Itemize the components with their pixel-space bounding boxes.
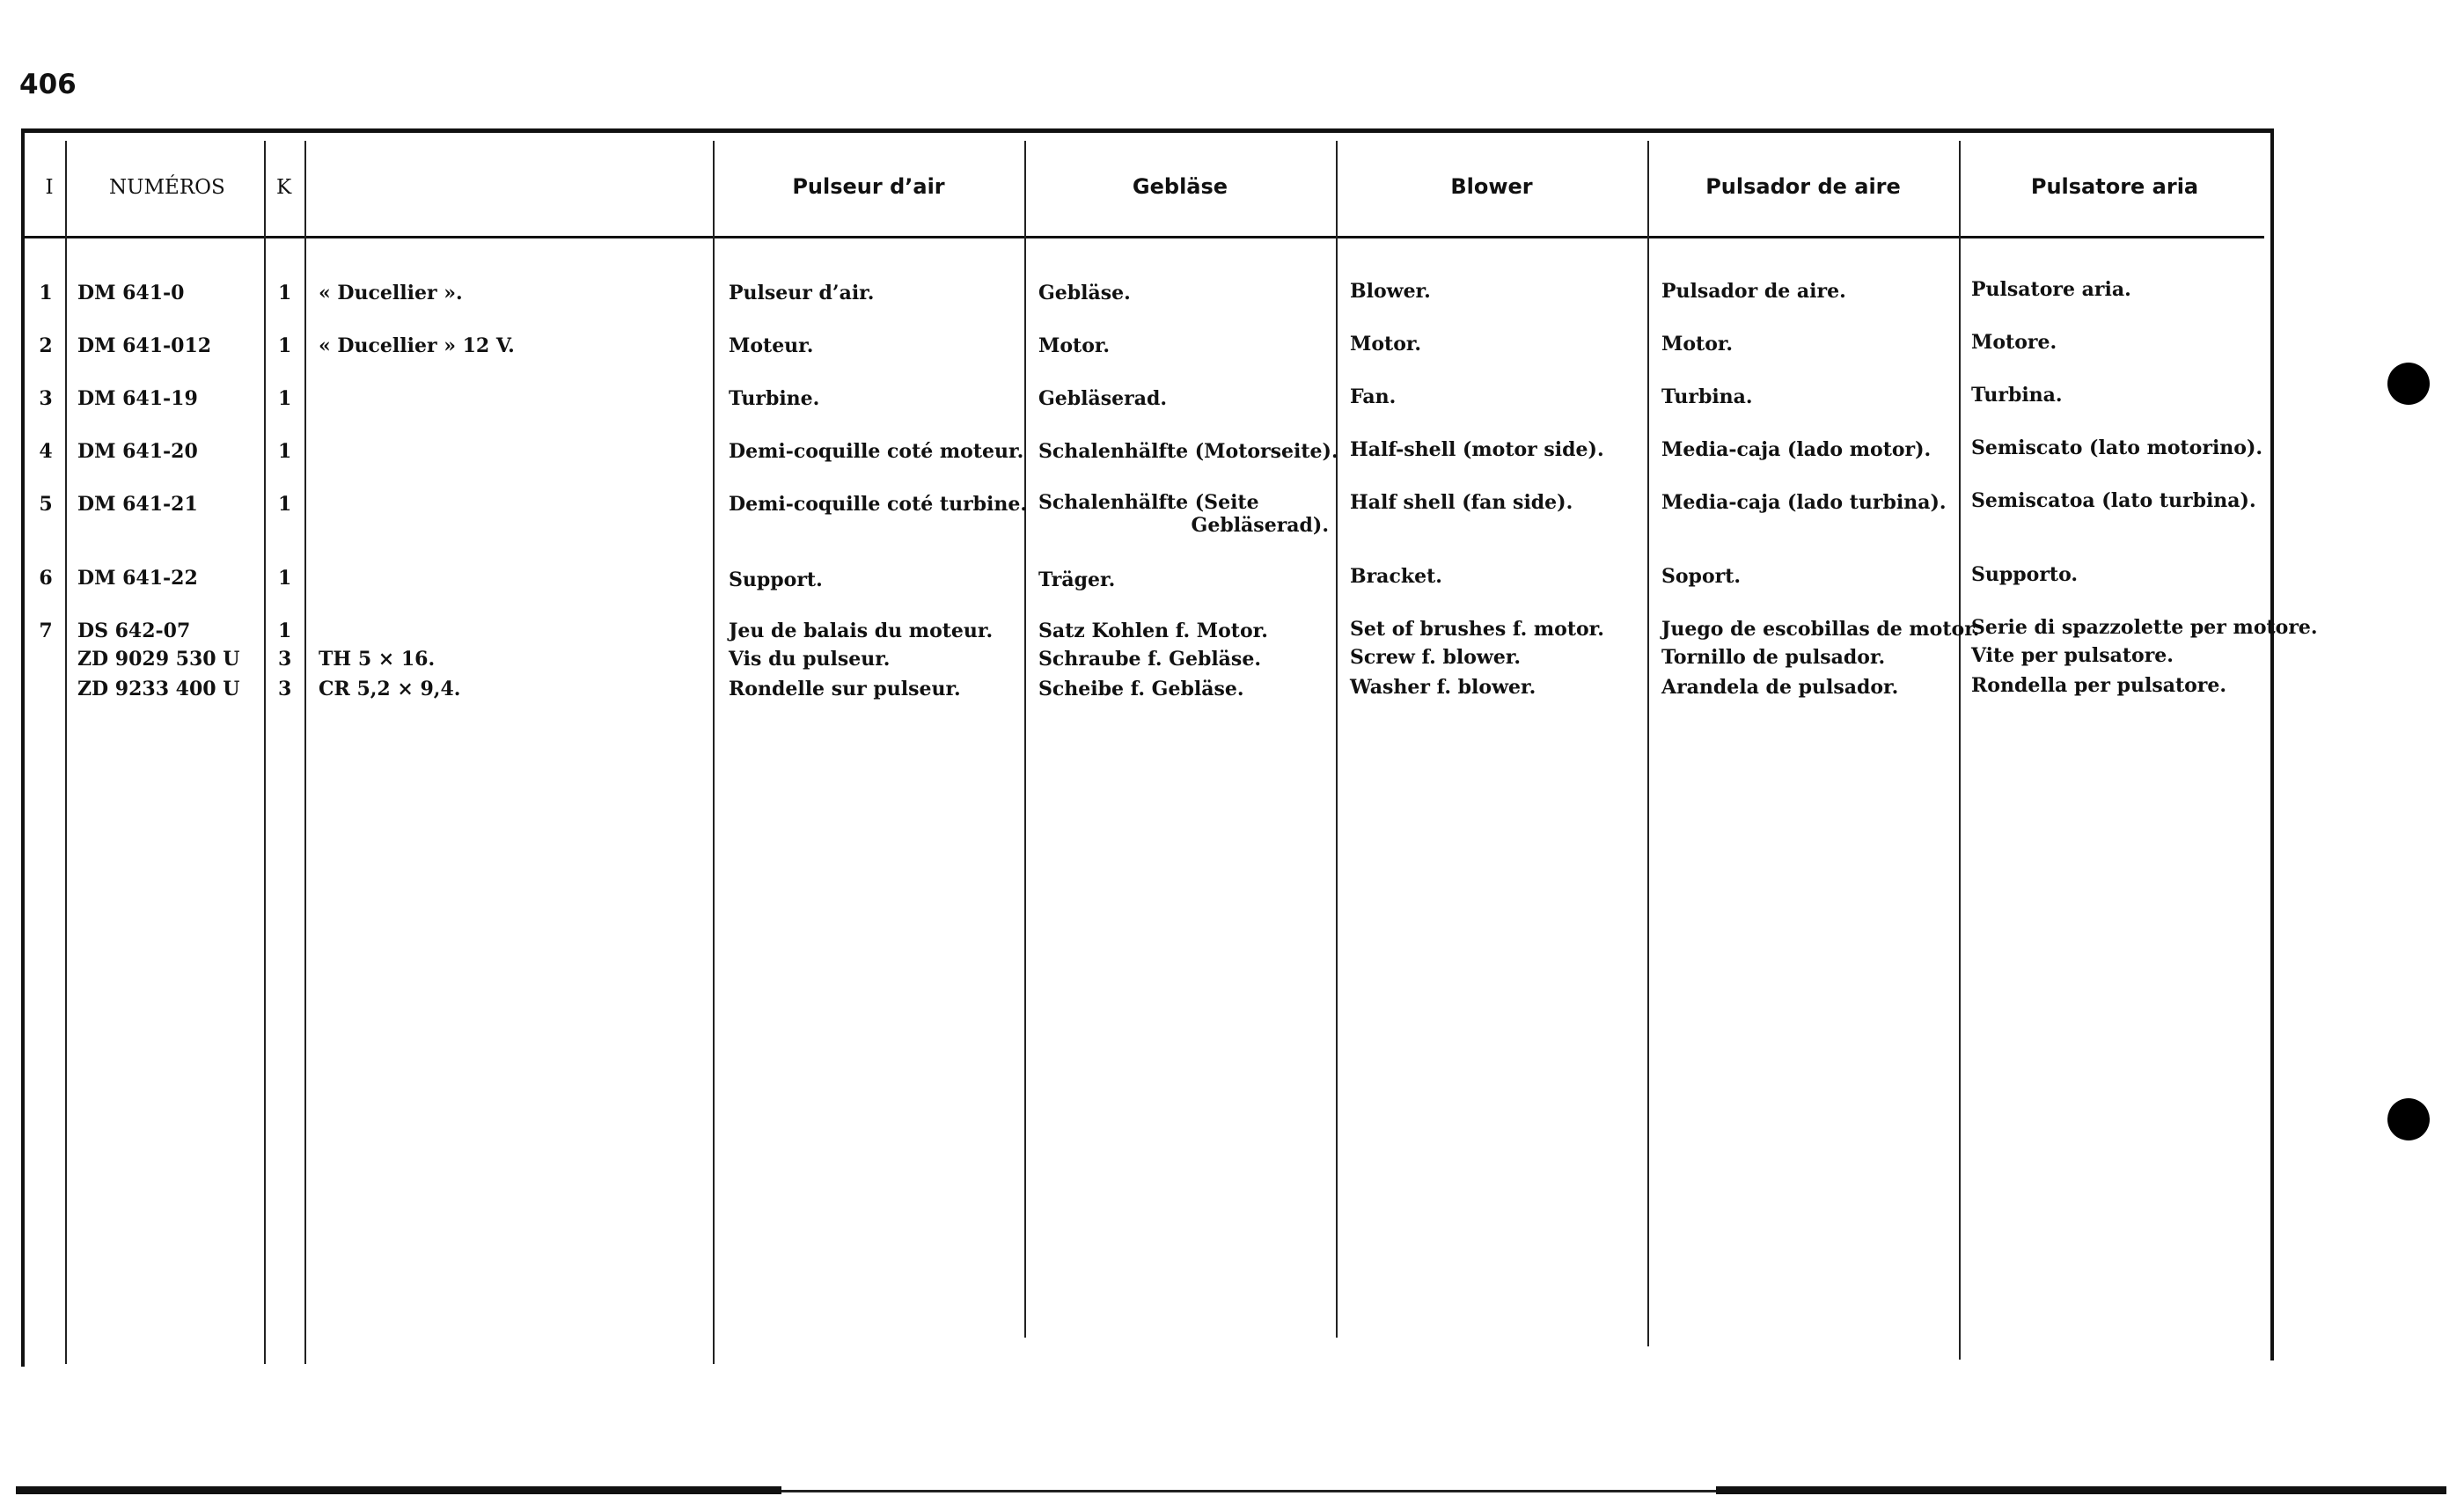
quantity: 1	[278, 567, 292, 590]
desc-italian: Semiscato (lato motorino).	[1971, 436, 2263, 459]
row-index: 1	[39, 282, 53, 304]
desc-german	[1038, 491, 1329, 537]
desc-french: Rondelle sur pulseur.	[729, 678, 961, 700]
frame-left-rule	[21, 128, 25, 1367]
row-index: 5	[39, 493, 53, 516]
desc-spanish: Media-caja (lado turbina).	[1661, 491, 1947, 514]
desc-spanish: Media-caja (lado motor).	[1661, 438, 1932, 461]
bottom-edge-bar	[16, 1486, 781, 1494]
quantity: 1	[278, 282, 292, 304]
desc-spanish: Tornillo de pulsador.	[1661, 646, 1886, 669]
desc-italian: Turbina.	[1971, 384, 2063, 407]
header-rule	[25, 236, 2264, 238]
desc-german-line-1: Schalenhälfte (Seite	[1038, 491, 1259, 514]
desc-spanish: Arandela de pulsador.	[1661, 676, 1899, 699]
header-english: Blower	[1450, 174, 1533, 199]
desc-german: Motor.	[1038, 334, 1111, 357]
desc-spanish: Juego de escobillas de motor.	[1661, 618, 1980, 641]
desc-spanish: Pulsador de aire.	[1661, 280, 1846, 303]
desc-italian: Motore.	[1971, 331, 2057, 354]
desc-english: Washer f. blower.	[1350, 676, 1536, 699]
desc-english: Half shell (fan side).	[1350, 491, 1573, 514]
quantity: 3	[278, 648, 292, 671]
header-italian: Pulsatore aria	[2030, 174, 2199, 199]
desc-german-line-2: Gebläserad).	[1191, 514, 1329, 537]
desc-italian: Rondella per pulsatore.	[1971, 674, 2227, 697]
specification: CR 5,2 × 9,4.	[319, 678, 461, 700]
desc-german: Schraube f. Gebläse.	[1038, 648, 1261, 671]
specification: « Ducellier » 12 V.	[319, 334, 515, 357]
header-numbers: NUMÉROS	[109, 176, 225, 199]
part-number: DM 641-22	[77, 567, 198, 590]
header-k: K	[276, 176, 292, 199]
desc-german: Schalenhälfte (Motorseite).	[1038, 440, 1338, 463]
desc-english: Blower.	[1350, 280, 1431, 303]
part-number: DM 641-0	[77, 282, 185, 304]
row-index: 3	[39, 387, 53, 410]
bottom-edge-bar	[781, 1490, 1716, 1492]
quantity: 1	[278, 387, 292, 410]
column-divider	[713, 141, 715, 1364]
part-number: DM 641-19	[77, 387, 198, 410]
part-number: DM 641-20	[77, 440, 198, 463]
header-index: I	[45, 176, 54, 199]
desc-italian: Serie di spazzolette per motore.	[1971, 616, 2318, 639]
part-number: ZD 9233 400 U	[77, 678, 240, 700]
desc-italian: Vite per pulsatore.	[1971, 644, 2174, 667]
desc-italian: Pulsatore aria.	[1971, 278, 2131, 301]
row-index: 2	[39, 334, 53, 357]
frame-top-rule	[21, 128, 2274, 133]
desc-french: Turbine.	[729, 387, 820, 410]
desc-english: Half-shell (motor side).	[1350, 438, 1604, 461]
desc-italian: Semiscatoa (lato turbina).	[1971, 489, 2256, 512]
quantity: 3	[278, 678, 292, 700]
row-index: 4	[39, 440, 53, 463]
desc-italian: Supporto.	[1971, 563, 2079, 586]
desc-german: Träger.	[1038, 568, 1116, 591]
quantity: 1	[278, 620, 292, 642]
desc-english: Bracket.	[1350, 565, 1442, 588]
desc-french: Demi-coquille coté moteur.	[729, 440, 1024, 463]
header-spanish: Pulsador de aire	[1705, 174, 1901, 199]
quantity: 1	[278, 334, 292, 357]
page-number: 406	[19, 69, 77, 100]
desc-spanish: Turbina.	[1661, 385, 1753, 408]
row-index: 6	[39, 567, 53, 590]
desc-german: Scheibe f. Gebläse.	[1038, 678, 1244, 700]
column-divider	[1647, 141, 1649, 1346]
part-number: DS 642-07	[77, 620, 191, 642]
desc-french: Vis du pulseur.	[729, 648, 891, 671]
frame-right-rule	[2270, 128, 2274, 1360]
column-divider	[1336, 141, 1338, 1338]
desc-french: Pulseur d’air.	[729, 282, 875, 304]
column-divider	[1024, 141, 1026, 1338]
specification: « Ducellier ».	[319, 282, 463, 304]
desc-french: Jeu de balais du moteur.	[729, 620, 994, 642]
desc-english: Screw f. blower.	[1350, 646, 1522, 669]
quantity: 1	[278, 493, 292, 516]
column-divider	[264, 141, 266, 1364]
desc-german: Gebläserad.	[1038, 387, 1168, 410]
desc-german: Gebläse.	[1038, 282, 1131, 304]
desc-german: Satz Kohlen f. Motor.	[1038, 620, 1268, 642]
desc-french: Moteur.	[729, 334, 814, 357]
desc-spanish: Motor.	[1661, 333, 1734, 356]
column-divider	[304, 141, 306, 1364]
part-number: ZD 9029 530 U	[77, 648, 240, 671]
part-number: DM 641-012	[77, 334, 212, 357]
column-divider	[65, 141, 67, 1364]
desc-english: Fan.	[1350, 385, 1397, 408]
desc-french: Demi-coquille coté turbine.	[729, 493, 1028, 516]
header-french: Pulseur d’air	[792, 174, 945, 199]
punch-hole	[2387, 1098, 2430, 1140]
part-number: DM 641-21	[77, 493, 198, 516]
bottom-edge-bar	[1716, 1486, 2446, 1494]
desc-french: Support.	[729, 568, 823, 591]
header-german: Gebläse	[1132, 174, 1228, 199]
desc-english: Set of brushes f. motor.	[1350, 618, 1604, 641]
punch-hole	[2387, 363, 2430, 405]
row-index: 7	[39, 620, 53, 642]
desc-english: Motor.	[1350, 333, 1422, 356]
specification: TH 5 × 16.	[319, 648, 436, 671]
desc-spanish: Soport.	[1661, 565, 1742, 588]
quantity: 1	[278, 440, 292, 463]
column-divider	[1959, 141, 1961, 1360]
